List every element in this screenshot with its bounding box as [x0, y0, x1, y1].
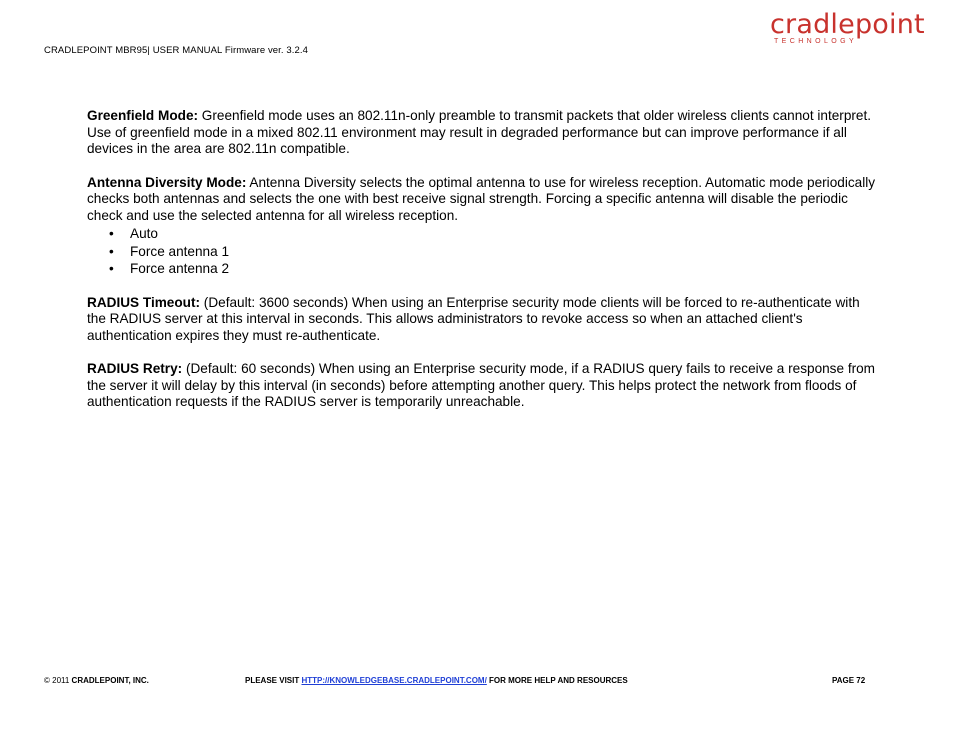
section-term: Antenna Diversity Mode: — [87, 174, 247, 190]
visit-prefix: PLEASE VISIT — [245, 676, 302, 685]
knowledgebase-link[interactable]: HTTP://KNOWLEDGEBASE.CRADLEPOINT.COM/ — [301, 676, 487, 685]
manual-body — [87, 108, 877, 428]
list-item — [87, 260, 877, 278]
list-item — [87, 243, 877, 261]
list-item-label: Force antenna 2 — [130, 261, 229, 276]
list-item — [87, 225, 877, 243]
logo-subtext: TECHNOLOGY — [774, 38, 858, 45]
footer-copyright — [44, 676, 149, 686]
cradlepoint-logo — [770, 9, 925, 50]
copyright-company: CRADLEPOINT, INC. — [71, 676, 149, 685]
bullet-icon: • — [109, 261, 114, 276]
copyright-prefix: © 2011 — [44, 676, 72, 685]
antenna-options-list — [87, 225, 877, 278]
section-description: Antenna Diversity selects the optimal antenna to use for wireless reception. Automatic mode periodically checks both antennas and selects the one with best receive signal strength. Forcing a specific antenna will disable the periodic check and use the selected antenna for all wireless reception. — [87, 174, 876, 223]
footer-help-notice — [245, 676, 628, 686]
section-term: RADIUS Timeout: — [87, 294, 201, 310]
visit-suffix: FOR MORE HELP AND RESOURCES — [486, 676, 628, 685]
section-greenfield-mode — [87, 108, 877, 158]
footer-page-number: PAGE 72 — [832, 676, 866, 685]
section-description: (Default: 60 seconds) When using an Enterprise security mode, if a RADIUS query fails to receive a response from the server it will delay by this interval (in seconds) before attempting another query. This helps protect the network from floods of authentication requests if the RADIUS server is temporarily unreachable. — [87, 361, 876, 409]
document-header-title: CRADLEPOINT MBR95| USER MANUAL Firmware ver. 3.2.4 — [44, 45, 309, 56]
section-term: RADIUS Retry: — [87, 361, 183, 376]
section-description: (Default: 3600 seconds) When using an Enterprise security mode clients will be forced to re-authenticate with the RADIUS server at this interval in seconds. This allows administrators to revoke access so when an attached client's authentication expires they must re-authenticate. — [87, 294, 860, 343]
section-radius-timeout — [87, 295, 877, 345]
bullet-icon: • — [109, 226, 114, 241]
section-radius-retry — [87, 361, 877, 411]
logo-wordmark: cradlepoint — [770, 9, 925, 40]
section-term: Greenfield Mode: — [87, 108, 199, 123]
section-description: Greenfield mode uses an 802.11n-only preamble to transmit packets that older wireless clients cannot interpret. Use of greenfield mode in a mixed 802.11 environment may result in degraded performance but can improve performance if all devices in the area are 802.11n compatible. — [87, 108, 872, 156]
section-antenna-diversity-mode — [87, 175, 877, 225]
bullet-icon: • — [109, 243, 114, 259]
list-item-label: Auto — [130, 226, 158, 241]
list-item-label: Force antenna 1 — [130, 243, 229, 259]
